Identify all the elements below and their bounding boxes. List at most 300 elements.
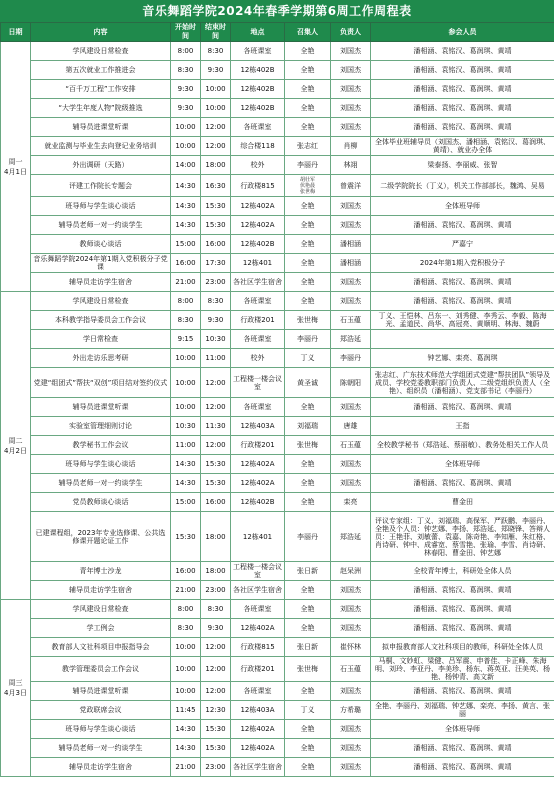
cell-start: 21:00 bbox=[171, 273, 201, 292]
cell-content: 辅导员走访学生宿舍 bbox=[31, 581, 171, 600]
cell-content: 班导师与学生谈心谈话 bbox=[31, 455, 171, 474]
cell-owner: 刘国杰 bbox=[331, 42, 371, 61]
table-row bbox=[1, 619, 554, 638]
cell-content: 就业监测与毕业生去向登记业务培训 bbox=[31, 137, 171, 156]
cell-start: 9:30 bbox=[171, 80, 201, 99]
cell-convener: 张志红 bbox=[285, 137, 331, 156]
cell-content: 辅导员进课堂听课 bbox=[31, 118, 171, 137]
cell-content: 教师谈心谈话 bbox=[31, 235, 171, 254]
cell-convener: 全艳 bbox=[285, 682, 331, 701]
cell-end: 12:00 bbox=[201, 368, 231, 398]
cell-end: 23:00 bbox=[201, 758, 231, 777]
cell-end: 10:00 bbox=[201, 80, 231, 99]
cell-owner: 郑浩延 bbox=[331, 512, 371, 562]
cell-end: 10:00 bbox=[201, 99, 231, 118]
day-date: 4月3日 bbox=[4, 689, 27, 697]
cell-convener: 张世梅 bbox=[285, 311, 331, 330]
table-row bbox=[1, 701, 554, 720]
cell-end: 18:00 bbox=[201, 512, 231, 562]
cell-convener: 全艳 bbox=[285, 474, 331, 493]
day-cell bbox=[1, 600, 31, 777]
cell-participants: 潘相涵、袁铭汉、葛润琪、黄靖 bbox=[371, 398, 554, 417]
cell-participants: 潘相涵、袁铭汉、葛润琪、黄靖 bbox=[371, 99, 554, 118]
cell-location: 12栋402A bbox=[231, 739, 285, 758]
cell-participants: 评议专家组：丁义、刘福瑞、高保军、严跃鹏、李丽丹、全艳及个人员：钟艺娜、李扬、郑浩延、郑晓锋、答辩人员：王艳菲、刘敏蕾、袁嘉、陈奇艳、李知雁、朱红格、肖诗研、钟中、成睿宽、蔡雪艳、张瑜、李雪、肖诗研、林春阳、曹金田、钟艺娜 bbox=[371, 512, 554, 562]
cell-convener: 丁义 bbox=[285, 349, 331, 368]
cell-convener: 全艳 bbox=[285, 216, 331, 235]
cell-participants bbox=[371, 330, 554, 349]
cell-owner: 唐雄 bbox=[331, 417, 371, 436]
cell-owner: 崔怀林 bbox=[331, 638, 371, 657]
cell-participants: 张志红、广东技术师范大学组团式党建“帮扶团队”领导及成员、学校党委教职部门负责人、二级党组织负责人（全艳）、组织员（潘相涵）、党支部书记（李丽丹） bbox=[371, 368, 554, 398]
cell-content: 辅导员走访学生宿舍 bbox=[31, 758, 171, 777]
table-row bbox=[1, 368, 554, 398]
cell-location: 12栋402A bbox=[231, 720, 285, 739]
cell-end: 18:00 bbox=[201, 562, 231, 581]
cell-content: 实验室管理细则讨论 bbox=[31, 417, 171, 436]
cell-end: 12:00 bbox=[201, 638, 231, 657]
cell-end: 15:30 bbox=[201, 720, 231, 739]
cell-participants: 潘相涵、袁铭汉、葛润琪、黄靖 bbox=[371, 474, 554, 493]
cell-start: 14:30 bbox=[171, 474, 201, 493]
cell-convener: 全艳 bbox=[285, 197, 331, 216]
cell-convener: 全艳 bbox=[285, 254, 331, 273]
cell-end: 12:00 bbox=[201, 657, 231, 682]
cell-end: 12:00 bbox=[201, 436, 231, 455]
table-row bbox=[1, 349, 554, 368]
cell-convener: 刘福瑞 bbox=[285, 417, 331, 436]
cell-end: 12:00 bbox=[201, 137, 231, 156]
cell-content: 辅导员进课堂听课 bbox=[31, 682, 171, 701]
cell-end: 11:30 bbox=[201, 417, 231, 436]
cell-location: 各社区学生宿舍 bbox=[231, 273, 285, 292]
table-row bbox=[1, 216, 554, 235]
cell-start: 11:45 bbox=[171, 701, 201, 720]
cell-start: 14:00 bbox=[171, 156, 201, 175]
cell-participants: 全体班导师 bbox=[371, 197, 554, 216]
cell-convener: 李丽丹 bbox=[285, 330, 331, 349]
cell-convener: 全艳 bbox=[285, 99, 331, 118]
cell-start: 14:30 bbox=[171, 175, 201, 197]
cell-convener: 全艳 bbox=[285, 80, 331, 99]
cell-end: 18:00 bbox=[201, 156, 231, 175]
cell-content: 音乐舞蹈学院2024年第1期入党积极分子党课 bbox=[31, 254, 171, 273]
cell-content: “百千万工程”工作安排 bbox=[31, 80, 171, 99]
cell-location: 行政楼815 bbox=[231, 175, 285, 197]
cell-end: 8:30 bbox=[201, 600, 231, 619]
table-row bbox=[1, 156, 554, 175]
cell-start: 10:00 bbox=[171, 118, 201, 137]
cell-convener: 全艳 bbox=[285, 739, 331, 758]
header-participants: 参会人员 bbox=[371, 23, 554, 42]
cell-content: 教育部人文社科项目申报指导会 bbox=[31, 638, 171, 657]
cell-convener: 张日新 bbox=[285, 562, 331, 581]
cell-content: 党政联席会议 bbox=[31, 701, 171, 720]
cell-participants: 潘相涵、袁铭汉、葛润琪、黄靖 bbox=[371, 758, 554, 777]
cell-owner: 刘国杰 bbox=[331, 61, 371, 80]
cell-participants: 曹金田 bbox=[371, 493, 554, 512]
cell-owner: 栾亮 bbox=[331, 493, 371, 512]
cell-location: 各社区学生宿舍 bbox=[231, 758, 285, 777]
header-end: 结束时间 bbox=[201, 23, 231, 42]
cell-convener: 全艳 bbox=[285, 600, 331, 619]
cell-content: 学日常检查 bbox=[31, 330, 171, 349]
header-date: 日期 bbox=[1, 23, 31, 42]
cell-convener: 全艳 bbox=[285, 758, 331, 777]
table-row bbox=[1, 657, 554, 682]
cell-end: 16:00 bbox=[201, 493, 231, 512]
table-row bbox=[1, 398, 554, 417]
cell-location: 各社区学生宿舍 bbox=[231, 581, 285, 600]
cell-owner: 刘国杰 bbox=[331, 758, 371, 777]
cell-start: 16:00 bbox=[171, 254, 201, 273]
page-title: 音乐舞蹈学院2024年春季学期第6周工作周程表 bbox=[0, 0, 554, 22]
cell-start: 14:30 bbox=[171, 216, 201, 235]
table-row bbox=[1, 292, 554, 311]
cell-owner: 郑浩延 bbox=[331, 330, 371, 349]
cell-end: 8:30 bbox=[201, 292, 231, 311]
table-row bbox=[1, 197, 554, 216]
header-content: 内容 bbox=[31, 23, 171, 42]
table-row bbox=[1, 638, 554, 657]
cell-start: 10:30 bbox=[171, 417, 201, 436]
cell-content: 教学管理委员会工作会议 bbox=[31, 657, 171, 682]
cell-content: 外出调研（天路） bbox=[31, 156, 171, 175]
cell-convener: 全艳 bbox=[285, 619, 331, 638]
cell-participants: 全艳、李丽丹、刘福瑞、钟艺娜、栾亮、李扬、黄言、张丽 bbox=[371, 701, 554, 720]
cell-participants: 潘相涵、袁铭汉、葛润琪、黄靖 bbox=[371, 80, 554, 99]
cell-end: 12:00 bbox=[201, 398, 231, 417]
day-date: 4月2日 bbox=[4, 446, 27, 455]
cell-end: 10:30 bbox=[201, 330, 231, 349]
cell-start: 10:00 bbox=[171, 657, 201, 682]
cell-participants: 严嘉宁 bbox=[371, 235, 554, 254]
cell-participants: 全校青年博士，科研处全体人员 bbox=[371, 562, 554, 581]
cell-end: 15:30 bbox=[201, 197, 231, 216]
table-row bbox=[1, 273, 554, 292]
cell-end: 15:30 bbox=[201, 455, 231, 474]
cell-location: 校外 bbox=[231, 349, 285, 368]
cell-end: 15:30 bbox=[201, 739, 231, 758]
header-convener: 召集人 bbox=[285, 23, 331, 42]
cell-owner: 陈朝阳 bbox=[331, 368, 371, 398]
cell-location: 12栋402B bbox=[231, 493, 285, 512]
cell-participants: 全体班导师 bbox=[371, 455, 554, 474]
cell-location: 综合楼118 bbox=[231, 137, 285, 156]
cell-convener: 胡壮军 伏艳晨 张世梅 bbox=[285, 175, 331, 197]
cell-convener: 全艳 bbox=[285, 118, 331, 137]
table-row bbox=[1, 562, 554, 581]
cell-convener: 全艳 bbox=[285, 235, 331, 254]
cell-location: 12栋402A bbox=[231, 455, 285, 474]
cell-content: 辅导员老师一对一约谈学生 bbox=[31, 474, 171, 493]
table-row bbox=[1, 330, 554, 349]
cell-location: 12栋402A bbox=[231, 619, 285, 638]
cell-start: 10:00 bbox=[171, 368, 201, 398]
cell-end: 12:30 bbox=[201, 701, 231, 720]
day-label: 周一 bbox=[8, 157, 23, 166]
table-row bbox=[1, 600, 554, 619]
table-row bbox=[1, 436, 554, 455]
table-row bbox=[1, 311, 554, 330]
cell-owner: 潘相涵 bbox=[331, 235, 371, 254]
cell-owner: 李丽丹 bbox=[331, 349, 371, 368]
cell-owner: 石玉蕴 bbox=[331, 657, 371, 682]
cell-start: 21:00 bbox=[171, 581, 201, 600]
cell-start: 10:00 bbox=[171, 349, 201, 368]
cell-location: 12栋401 bbox=[231, 254, 285, 273]
cell-start: 8:30 bbox=[171, 311, 201, 330]
cell-participants: 潘相涵、袁铭汉、葛润琪、黄靖 bbox=[371, 581, 554, 600]
cell-owner: 刘国杰 bbox=[331, 273, 371, 292]
cell-content: 辅导员走访学生宿舍 bbox=[31, 273, 171, 292]
cell-start: 15:00 bbox=[171, 235, 201, 254]
cell-participants: 全体毕业班辅导员（刘国杰、潘相涵、袁铭汉、葛润琪、黄靖）、就业办全体 bbox=[371, 137, 554, 156]
cell-participants: 钟艺娜、栾亮、葛润琪 bbox=[371, 349, 554, 368]
cell-location: 12栋402B bbox=[231, 235, 285, 254]
cell-owner: 刘国杰 bbox=[331, 292, 371, 311]
cell-participants: 梁泰扬、李丽威、张智 bbox=[371, 156, 554, 175]
table-row bbox=[1, 493, 554, 512]
cell-start: 8:00 bbox=[171, 42, 201, 61]
cell-location: 12栋402B bbox=[231, 80, 285, 99]
header-owner: 负责人 bbox=[331, 23, 371, 42]
day-cell bbox=[1, 42, 31, 292]
table-row bbox=[1, 455, 554, 474]
cell-location: 12栋402B bbox=[231, 61, 285, 80]
cell-participants: 潘相涵、袁铭汉、葛润琪、黄靖 bbox=[371, 118, 554, 137]
cell-owner: 刘国杰 bbox=[331, 474, 371, 493]
cell-owner: 石玉蕴 bbox=[331, 436, 371, 455]
cell-start: 10:00 bbox=[171, 398, 201, 417]
cell-start: 11:00 bbox=[171, 436, 201, 455]
cell-location: 行政楼201 bbox=[231, 311, 285, 330]
cell-location: 12栋402B bbox=[231, 99, 285, 118]
cell-end: 23:00 bbox=[201, 581, 231, 600]
cell-location: 工程楼一楼会议室 bbox=[231, 368, 285, 398]
cell-end: 15:30 bbox=[201, 474, 231, 493]
cell-end: 12:00 bbox=[201, 118, 231, 137]
cell-start: 8:30 bbox=[171, 61, 201, 80]
cell-location: 12栋402A bbox=[231, 197, 285, 216]
cell-start: 14:30 bbox=[171, 739, 201, 758]
cell-start: 9:30 bbox=[171, 99, 201, 118]
cell-end: 15:30 bbox=[201, 216, 231, 235]
cell-owner: 林翊 bbox=[331, 156, 371, 175]
cell-content: 第五次就业工作推进会 bbox=[31, 61, 171, 80]
cell-location: 各班课室 bbox=[231, 42, 285, 61]
cell-content: 辅导员老师一对一约谈学生 bbox=[31, 739, 171, 758]
cell-owner: 刘国杰 bbox=[331, 581, 371, 600]
cell-owner: 刘国杰 bbox=[331, 720, 371, 739]
cell-participants: 潘相涵、袁铭汉、葛润琪、黄靖 bbox=[371, 292, 554, 311]
cell-participants: 潘相涵、袁铭汉、葛润琪、黄靖 bbox=[371, 682, 554, 701]
table-row bbox=[1, 254, 554, 273]
cell-content: 学工例会 bbox=[31, 619, 171, 638]
table-row bbox=[1, 758, 554, 777]
cell-convener: 丁义 bbox=[285, 701, 331, 720]
cell-owner: 刘国杰 bbox=[331, 739, 371, 758]
table-row bbox=[1, 137, 554, 156]
cell-participants: 潘相涵、袁铭汉、葛润琪、黄靖 bbox=[371, 61, 554, 80]
cell-start: 14:30 bbox=[171, 197, 201, 216]
day-label: 周三 bbox=[8, 679, 23, 687]
table-row bbox=[1, 417, 554, 436]
cell-content: 评建工作院长专题会 bbox=[31, 175, 171, 197]
cell-participants: 拟申报教育部人文社科项目的教师，科研处全体人员 bbox=[371, 638, 554, 657]
cell-content: 学风建设日常检查 bbox=[31, 292, 171, 311]
table-row bbox=[1, 581, 554, 600]
cell-owner: 刘国杰 bbox=[331, 118, 371, 137]
cell-location: 12栋403A bbox=[231, 701, 285, 720]
cell-convener: 全艳 bbox=[285, 398, 331, 417]
cell-participants: 王指 bbox=[371, 417, 554, 436]
cell-location: 校外 bbox=[231, 156, 285, 175]
header-location: 地点 bbox=[231, 23, 285, 42]
cell-content: “大学生年度人物”院级推选 bbox=[31, 99, 171, 118]
cell-location: 行政楼201 bbox=[231, 657, 285, 682]
cell-start: 10:00 bbox=[171, 137, 201, 156]
cell-convener: 李丽丹 bbox=[285, 512, 331, 562]
cell-content: 辅导员老师一对一约谈学生 bbox=[31, 216, 171, 235]
cell-end: 12:00 bbox=[201, 682, 231, 701]
cell-location: 行政楼815 bbox=[231, 638, 285, 657]
cell-participants: 潘相涵、袁铭汉、葛润琪、黄靖 bbox=[371, 273, 554, 292]
schedule-table bbox=[0, 22, 554, 777]
cell-start: 14:30 bbox=[171, 720, 201, 739]
cell-convener: 张世梅 bbox=[285, 436, 331, 455]
cell-start: 15:00 bbox=[171, 493, 201, 512]
day-label: 周二 bbox=[8, 436, 23, 445]
table-row bbox=[1, 42, 554, 61]
cell-end: 16:30 bbox=[201, 175, 231, 197]
cell-owner: 刘国杰 bbox=[331, 619, 371, 638]
cell-owner: 曾震洋 bbox=[331, 175, 371, 197]
day-date: 4月1日 bbox=[4, 167, 27, 176]
cell-location: 各班课室 bbox=[231, 118, 285, 137]
cell-participants: 潘相涵、袁铭汉、葛润琪、黄靖 bbox=[371, 216, 554, 235]
cell-end: 9:30 bbox=[201, 311, 231, 330]
cell-end: 9:30 bbox=[201, 61, 231, 80]
cell-convener: 张世梅 bbox=[285, 657, 331, 682]
table-row bbox=[1, 682, 554, 701]
cell-location: 12栋402A bbox=[231, 216, 285, 235]
table-row bbox=[1, 474, 554, 493]
cell-content: 党建“组团式”帮扶“双创”项目结对签约仪式 bbox=[31, 368, 171, 398]
table-row bbox=[1, 118, 554, 137]
table-row bbox=[1, 99, 554, 118]
schedule-body bbox=[1, 42, 554, 777]
cell-owner: 潘相涵 bbox=[331, 254, 371, 273]
cell-end: 17:30 bbox=[201, 254, 231, 273]
table-row bbox=[1, 235, 554, 254]
cell-convener: 全艳 bbox=[285, 61, 331, 80]
cell-end: 16:00 bbox=[201, 235, 231, 254]
cell-convener: 全艳 bbox=[285, 455, 331, 474]
cell-convener: 黄圣诚 bbox=[285, 368, 331, 398]
table-row bbox=[1, 61, 554, 80]
cell-participants: 全体班导师 bbox=[371, 720, 554, 739]
cell-content: 党员教师谈心谈话 bbox=[31, 493, 171, 512]
cell-convener: 张日新 bbox=[285, 638, 331, 657]
cell-convener: 全艳 bbox=[285, 273, 331, 292]
cell-owner: 刘国杰 bbox=[331, 682, 371, 701]
cell-location: 12栋401 bbox=[231, 512, 285, 562]
cell-location: 各班课室 bbox=[231, 600, 285, 619]
cell-start: 8:00 bbox=[171, 600, 201, 619]
cell-convener: 全艳 bbox=[285, 581, 331, 600]
cell-owner: 肖柳 bbox=[331, 137, 371, 156]
cell-content: 班导师与学生谈心谈话 bbox=[31, 197, 171, 216]
cell-content: 学风建设日常检查 bbox=[31, 42, 171, 61]
cell-convener: 全艳 bbox=[285, 292, 331, 311]
day-cell bbox=[1, 292, 31, 600]
cell-content: 辅导员进课堂听课 bbox=[31, 398, 171, 417]
cell-participants: 潘相涵、袁铭汉、葛润琪、黄靖 bbox=[371, 42, 554, 61]
cell-location: 各班课室 bbox=[231, 682, 285, 701]
cell-owner: 赵呆洲 bbox=[331, 562, 371, 581]
cell-start: 8:00 bbox=[171, 292, 201, 311]
cell-participants: 潘相涵、袁铭汉、葛润琪、黄靖 bbox=[371, 739, 554, 758]
cell-convener: 李丽丹 bbox=[285, 156, 331, 175]
cell-owner: 刘国杰 bbox=[331, 197, 371, 216]
cell-location: 工程楼一楼会议室 bbox=[231, 562, 285, 581]
cell-start: 14:30 bbox=[171, 455, 201, 474]
cell-start: 10:00 bbox=[171, 638, 201, 657]
cell-owner: 刘国杰 bbox=[331, 99, 371, 118]
cell-start: 15:30 bbox=[171, 512, 201, 562]
cell-participants: 二级学院院长（丁义），机关工作部部长，魏鸿、吴易 bbox=[371, 175, 554, 197]
cell-start: 16:00 bbox=[171, 562, 201, 581]
table-row bbox=[1, 80, 554, 99]
cell-location: 各班课室 bbox=[231, 330, 285, 349]
cell-participants: 马桐、文妙虹、梁健、吕军震、申普佳、卡正峰、朱海明、刘玲、李亚丹、李美珍、杨东、蒋英亚、汪美英、杨艳、杨钟青、高文新 bbox=[371, 657, 554, 682]
cell-participants: 2024年第1期入党积极分子 bbox=[371, 254, 554, 273]
cell-convener: 全艳 bbox=[285, 42, 331, 61]
cell-participants: 全校教学秘书（郑浩延、蔡丽敏）、教务处相关工作人员 bbox=[371, 436, 554, 455]
cell-convener: 全艳 bbox=[285, 493, 331, 512]
cell-owner: 刘国杰 bbox=[331, 398, 371, 417]
table-row bbox=[1, 175, 554, 197]
cell-content: 教学秘书工作会议 bbox=[31, 436, 171, 455]
cell-owner: 石玉蕴 bbox=[331, 311, 371, 330]
cell-location: 12栋402A bbox=[231, 474, 285, 493]
cell-start: 8:30 bbox=[171, 619, 201, 638]
cell-participants: 潘相涵、袁铭汉、葛润琪、黄靖 bbox=[371, 619, 554, 638]
cell-owner: 刘国杰 bbox=[331, 80, 371, 99]
cell-content: 学风建设日常检查 bbox=[31, 600, 171, 619]
table-row bbox=[1, 512, 554, 562]
cell-content: 青年博士沙龙 bbox=[31, 562, 171, 581]
header-row bbox=[1, 23, 554, 42]
cell-owner: 刘国杰 bbox=[331, 600, 371, 619]
cell-owner: 刘国杰 bbox=[331, 455, 371, 474]
cell-location: 各班课室 bbox=[231, 398, 285, 417]
header-start: 开始时间 bbox=[171, 23, 201, 42]
cell-content: 班导师与学生谈心谈话 bbox=[31, 720, 171, 739]
cell-participants: 潘相涵、袁铭汉、葛润琪、黄靖 bbox=[371, 600, 554, 619]
cell-start: 10:00 bbox=[171, 682, 201, 701]
cell-start: 9:15 bbox=[171, 330, 201, 349]
cell-convener: 全艳 bbox=[285, 720, 331, 739]
cell-participants: 丁义、王恺林、吕东一、刘秀健、李秀云、李毅、陈海光、孟道民、尚华、高冠亮、黄顺明、林海、魏蔚 bbox=[371, 311, 554, 330]
cell-content: 外出走访乐思考研 bbox=[31, 349, 171, 368]
cell-end: 8:30 bbox=[201, 42, 231, 61]
cell-location: 行政楼201 bbox=[231, 436, 285, 455]
cell-end: 11:00 bbox=[201, 349, 231, 368]
cell-start: 21:00 bbox=[171, 758, 201, 777]
cell-owner: 刘国杰 bbox=[331, 216, 371, 235]
